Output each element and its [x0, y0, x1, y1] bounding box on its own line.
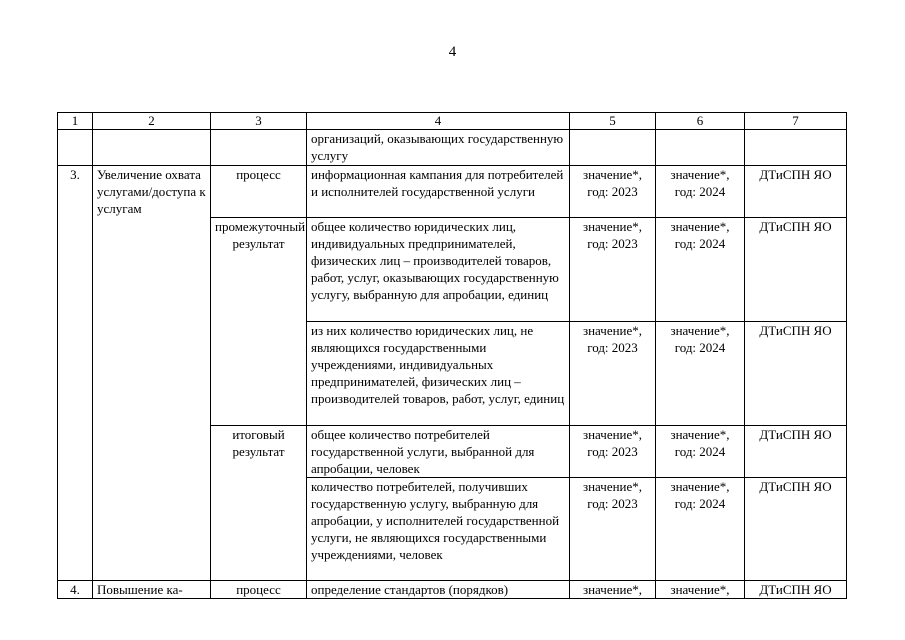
cell-baseline: значение*, год: 2023 [570, 166, 656, 218]
table-row [58, 166, 847, 218]
cell-source: ДТиСПН ЯО [745, 166, 847, 218]
cell-indicator: общее количество потребителей государственной услуги, выбранной для апробации, человек [307, 426, 570, 478]
cell-source: ДТиСПН ЯО [745, 218, 847, 322]
cell-baseline: значение*, год: 2023 [570, 426, 656, 478]
cell-target: значение*, год: 2024 [656, 322, 745, 426]
cell-source [745, 130, 847, 166]
column-header: 7 [745, 113, 847, 130]
cell-baseline: значение*, [570, 581, 656, 599]
cell-source: ДТиСПН ЯО [745, 426, 847, 478]
cell-baseline: значение*, год: 2023 [570, 322, 656, 426]
column-header: 6 [656, 113, 745, 130]
cell-target [656, 130, 745, 166]
cell-type: промежуточный результат [211, 218, 307, 426]
cell-target: значение*, год: 2024 [656, 166, 745, 218]
cell-indicator: организаций, оказывающих государственную услугу [307, 130, 570, 166]
cell-indicator: общее количество юридических лиц, индивидуальных предпринимателей, физических лиц – производителей товаров, работ, услуг, оказывающих государственную услугу, выбранную для апробации, единиц [307, 218, 570, 322]
column-header: 5 [570, 113, 656, 130]
cell-num [58, 130, 93, 166]
column-header: 1 [58, 113, 93, 130]
cell-target: значение*, [656, 581, 745, 599]
table-row [58, 130, 847, 166]
cell-baseline: значение*, год: 2023 [570, 478, 656, 581]
cell-type: процесс [211, 581, 307, 599]
cell-type: итоговый результат [211, 426, 307, 581]
cell-baseline [570, 130, 656, 166]
cell-goal: Повышение ка- [93, 581, 211, 599]
cell-indicator: определение стандартов (порядков) [307, 581, 570, 599]
cell-source: ДТиСПН ЯО [745, 478, 847, 581]
table-row [58, 581, 847, 599]
cell-target: значение*, год: 2024 [656, 426, 745, 478]
cell-goal: Увеличение охвата услугами/доступа к услугам [93, 166, 211, 581]
cell-indicator: информационная кампания для потребителей и исполнителей государственной услуги [307, 166, 570, 218]
cell-source: ДТиСПН ЯО [745, 581, 847, 599]
cell-type [211, 130, 307, 166]
cell-goal [93, 130, 211, 166]
cell-source: ДТиСПН ЯО [745, 322, 847, 426]
cell-target: значение*, год: 2024 [656, 478, 745, 581]
column-header: 2 [93, 113, 211, 130]
cell-num: 4. [58, 581, 93, 599]
cell-target: значение*, год: 2024 [656, 218, 745, 322]
page-number: 4 [448, 44, 457, 60]
column-header: 3 [211, 113, 307, 130]
column-header: 4 [307, 113, 570, 130]
cell-num: 3. [58, 166, 93, 581]
indicators-table [57, 112, 847, 599]
cell-type: процесс [211, 166, 307, 218]
cell-indicator: количество потребителей, получивших государственную услугу, выбранную для апробации, у исполнителей государственной услуги, не являющихся государственными учреждениями, человек [307, 478, 570, 581]
cell-baseline: значение*, год: 2023 [570, 218, 656, 322]
table-header-row [58, 113, 847, 130]
cell-indicator: из них количество юридических лиц, не являющихся государственными учреждениями, индивидуальных предпринимателей, физических лиц – производителей товаров, работ, услуг, единиц [307, 322, 570, 426]
